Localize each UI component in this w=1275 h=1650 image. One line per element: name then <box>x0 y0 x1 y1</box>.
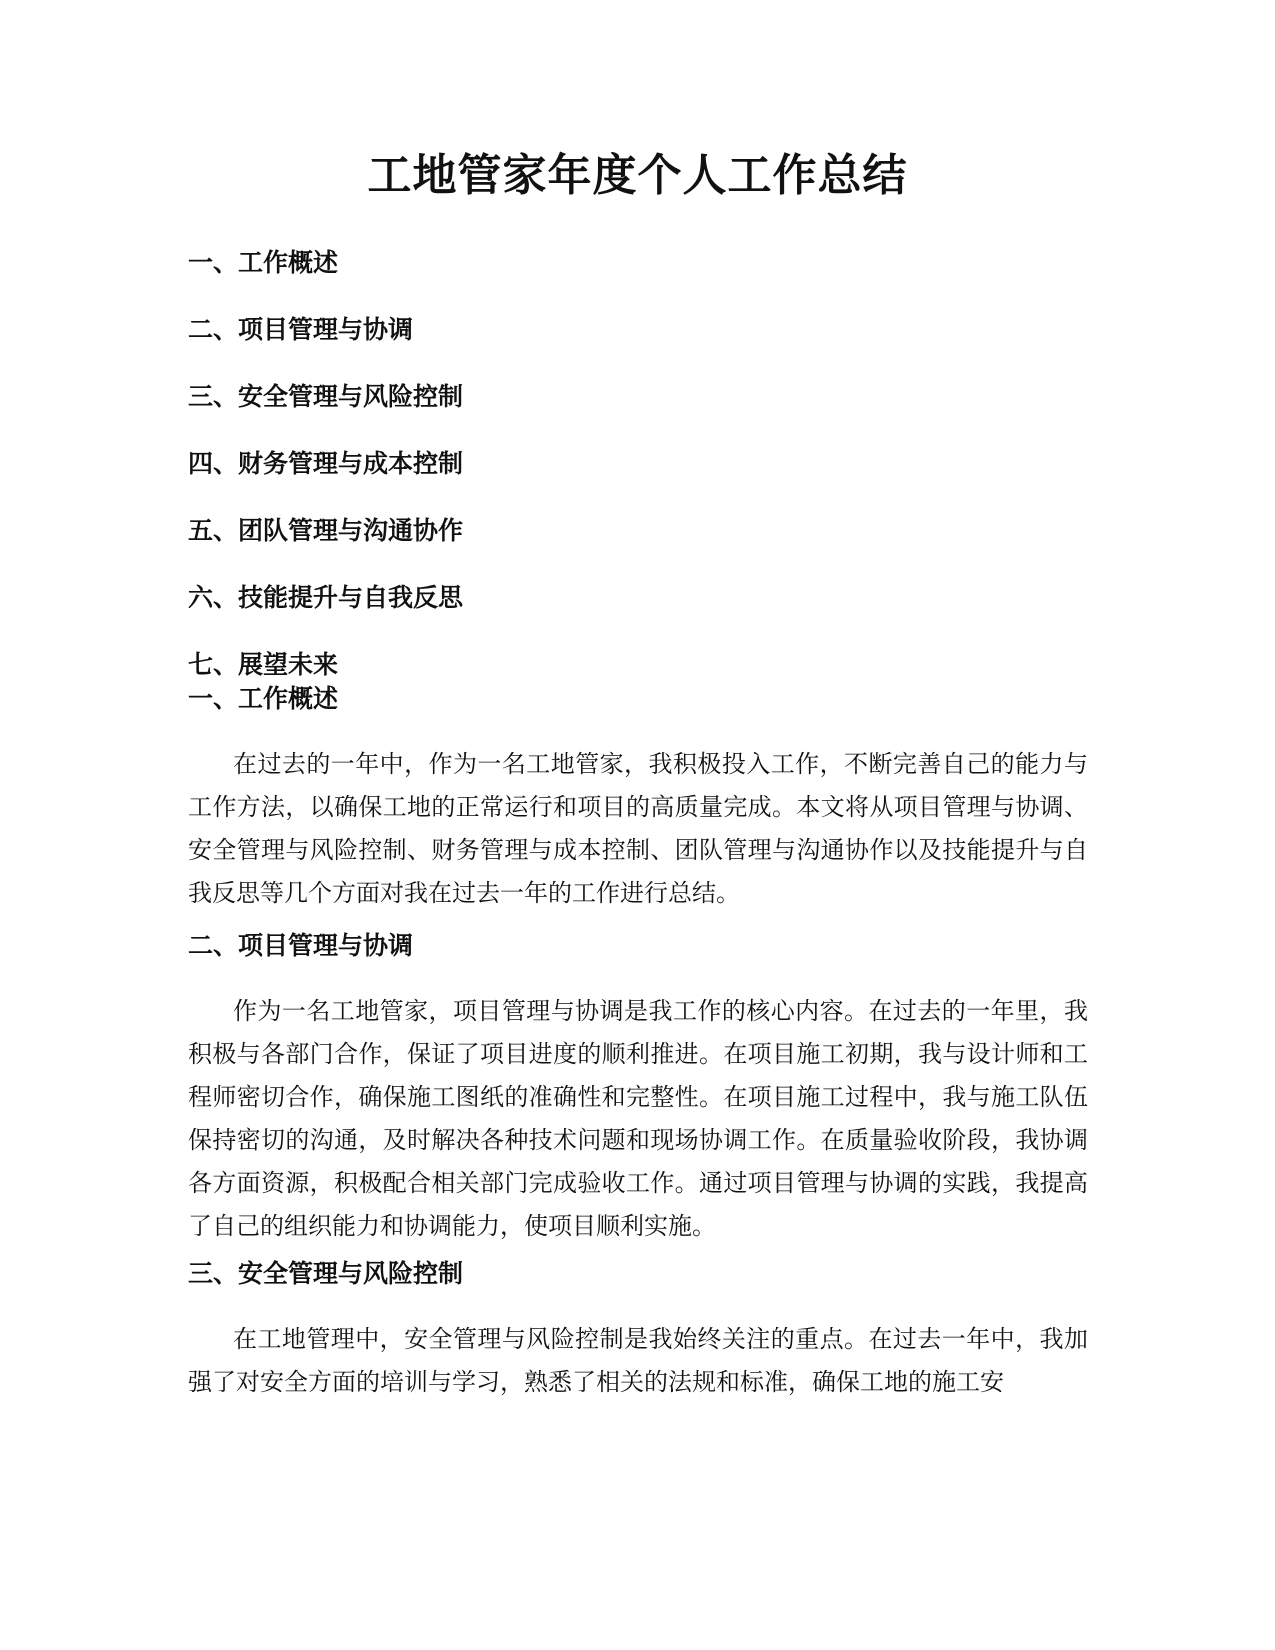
document-title: 工地管家年度个人工作总结 <box>367 150 908 201</box>
toc-item: 五、团队管理与沟通协作 <box>188 516 464 545</box>
section-paragraph: 在工地管理中，安全管理与风险控制是我始终关注的重点。在过去一年中，我加强了对安全方面的培训与学习，熟悉了相关的法规和标准，确保工地的施工安 <box>188 1325 1088 1396</box>
toc-item: 一、工作概述 <box>188 248 339 277</box>
section-paragraph: 在过去的一年中，作为一名工地管家，我积极投入工作，不断完善自己的能力与工作方法，以确保工地的正常运行和项目的高质量完成。本文将从项目管理与协调、安全管理与风险控制、财务管理与成本控制、团队管理与沟通协作以及技能提升与自我反思等几个方面对我在过去一年的工作进行总结。 <box>188 750 1088 907</box>
section-paragraph: 作为一名工地管家，项目管理与协调是我工作的核心内容。在过去的一年里，我积极与各部门合作，保证了项目进度的顺利推进。在项目施工初期，我与设计师和工程师密切合作，确保施工图纸的准确性和完整性。在项目施工过程中，我与施工队伍保持密切的沟通，及时解决各种技术问题和现场协调工作。在质量验收阶段，我协调各方面资源，积极配合相关部门完成验收工作。通过项目管理与协调的实践，我提高了自己的组织能力和协调能力，使项目顺利实施。 <box>188 997 1088 1240</box>
section-heading: 三、安全管理与风险控制 <box>188 1259 464 1288</box>
toc-item: 二、项目管理与协调 <box>188 315 414 344</box>
toc-item: 七、展望未来 <box>188 650 339 679</box>
section-heading: 一、工作概述 <box>188 684 339 713</box>
toc-item: 三、安全管理与风险控制 <box>188 382 464 411</box>
toc-item: 六、技能提升与自我反思 <box>188 583 464 612</box>
table-of-contents <box>188 246 1088 715</box>
section-heading: 二、项目管理与协调 <box>188 931 414 960</box>
toc-item: 四、财务管理与成本控制 <box>188 449 464 478</box>
